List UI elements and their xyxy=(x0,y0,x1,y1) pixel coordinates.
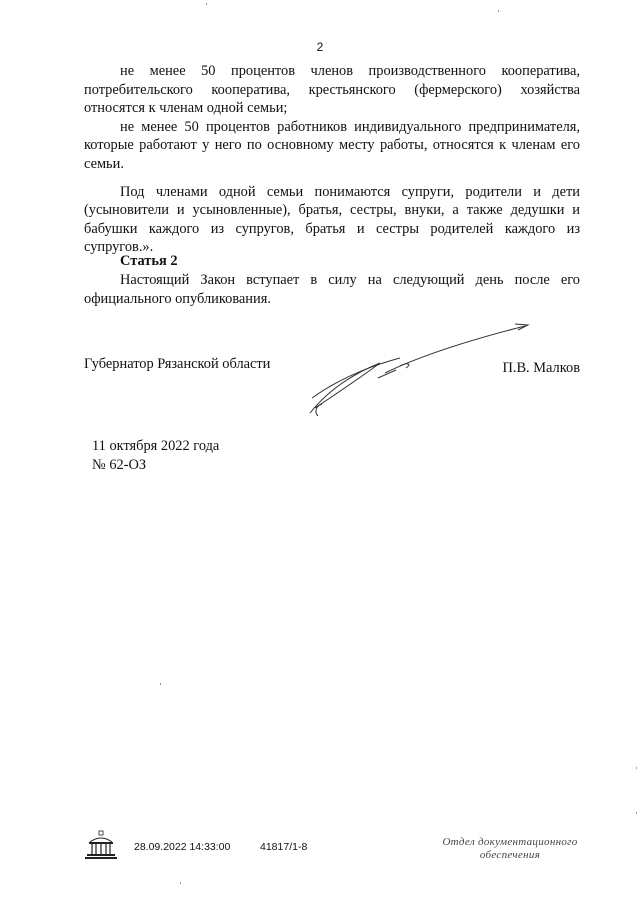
scan-speck xyxy=(180,882,181,884)
scan-speck xyxy=(636,767,637,769)
scan-speck xyxy=(498,10,499,12)
law-number: № 62-ОЗ xyxy=(92,457,147,473)
building-emblem-icon xyxy=(84,830,118,860)
footer-registration-number: 41817/1-8 xyxy=(260,841,308,853)
scan-speck xyxy=(206,3,207,5)
department-line-2: обеспечения xyxy=(479,849,541,861)
footer-timestamp: 28.09.2022 14:33:00 xyxy=(134,841,231,853)
scan-speck xyxy=(636,812,637,814)
paragraph-family-members: Под членами одной семьи понимаются супруги, родители и дети (усыновители и усыновленные), братья, сестры, внуки, а также дедушки и бабушки каждого из супругов, братья и сестры родителей каждого из супругов.». xyxy=(84,183,580,256)
page-number: 2 xyxy=(316,40,324,54)
paragraph-cooperative: не менее 50 процентов членов производственного кооператива, потребительского кооператива, крестьянского (фермерского) хозяйства относятся к членам одной семьи; xyxy=(84,63,580,117)
scan-speck xyxy=(160,683,161,685)
body-text xyxy=(84,62,580,257)
governor-name: П.В. Малков xyxy=(502,360,580,376)
governor-title: Губернатор Рязанской области xyxy=(84,356,271,372)
footer-department-stamp xyxy=(426,836,594,862)
department-line-1: Отдел документационного xyxy=(442,836,578,848)
paragraph-entrepreneur: не менее 50 процентов работников индивидуального предпринимателя, которые работают у него по основному месту работы, относятся к членам его семьи. xyxy=(84,118,580,172)
article-heading: Статья 2 xyxy=(120,253,178,269)
law-date: 11 октября 2022 года xyxy=(92,438,220,454)
article-text: Настоящий Закон вступает в силу на следующий день после его официального опубликования. xyxy=(84,272,580,307)
